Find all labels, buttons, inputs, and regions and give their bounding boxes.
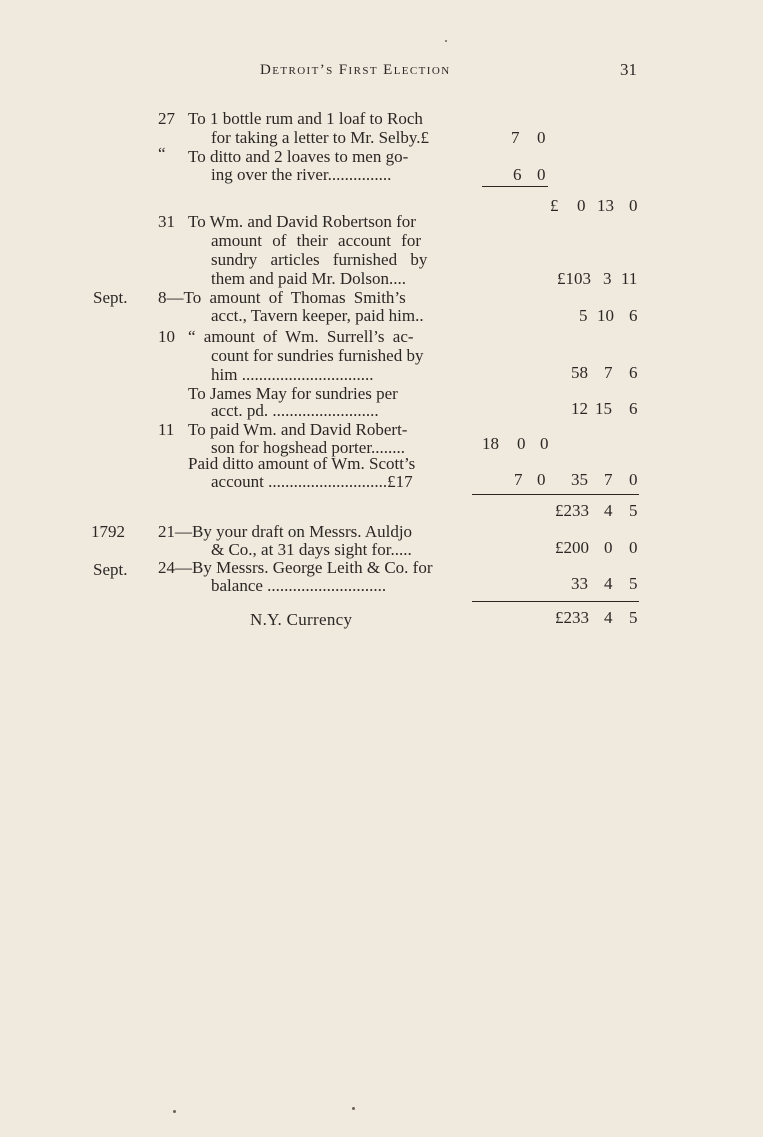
entry-day: 10 bbox=[158, 327, 175, 346]
amount-pounds: £200 bbox=[555, 538, 589, 557]
amount-pounds: 35 bbox=[571, 470, 588, 489]
entry-text: 24—By Messrs. George Leith & Co. for bbox=[158, 558, 433, 577]
amount-shillings: 4 bbox=[604, 574, 613, 593]
amount-pence: 6 bbox=[629, 363, 638, 382]
entry-text: To paid Wm. and David Robert- bbox=[188, 420, 408, 439]
entry-text: for taking a letter to Mr. Selby.£ bbox=[211, 128, 429, 147]
entry-text: him ............................... bbox=[211, 365, 374, 384]
entry-text: 8—To amount of Thomas Smith’s bbox=[158, 288, 406, 307]
entry-month: Sept. bbox=[93, 288, 128, 307]
inner-amount-shillings: 7 bbox=[511, 128, 520, 147]
paper-speck bbox=[445, 40, 447, 42]
entry-text: To James May for sundries per bbox=[188, 384, 398, 403]
final-total-shillings: 4 bbox=[604, 608, 613, 627]
inner-amount-pence: 0 bbox=[537, 165, 546, 184]
amount-pounds: 12 bbox=[571, 399, 588, 418]
entry-text: & Co., at 31 days sight for..... bbox=[211, 540, 412, 559]
entry-day: 11 bbox=[158, 420, 175, 439]
inner-amount-pence: 0 bbox=[537, 128, 546, 147]
subtotal-pounds: 0 bbox=[577, 196, 586, 215]
final-total-pounds: £233 bbox=[555, 608, 589, 627]
entry-text: count for sundries furnished by bbox=[211, 346, 424, 365]
paper-speck bbox=[352, 1107, 355, 1110]
entry-text: account ............................£17 bbox=[211, 472, 413, 491]
amount-shillings: 7 bbox=[604, 470, 613, 489]
total-rule bbox=[472, 494, 639, 495]
entry-text: sundry articles furnished by bbox=[211, 250, 428, 269]
entry-text: To ditto and 2 loaves to men go- bbox=[188, 147, 409, 166]
subtotal-pound-sign: £ bbox=[550, 196, 559, 215]
amount-pounds: 58 bbox=[571, 363, 588, 382]
amount-shillings: 10 bbox=[597, 306, 614, 325]
entry-year: 1792 bbox=[91, 522, 125, 541]
entry-month: Sept. bbox=[93, 560, 128, 579]
total-pence: 5 bbox=[629, 501, 638, 520]
page-number: 31 bbox=[620, 60, 637, 79]
entry-text: amount of their account for bbox=[211, 231, 421, 250]
entry-text: Paid ditto amount of Wm. Scott’s bbox=[188, 454, 416, 473]
entry-text: balance ............................ bbox=[211, 576, 387, 595]
amount-pence: 0 bbox=[629, 470, 638, 489]
inner-amount-shillings: 6 bbox=[513, 165, 522, 184]
amount-shillings: 7 bbox=[604, 363, 613, 382]
inner-amount-shillings: 0 bbox=[517, 434, 526, 453]
inner-amount-pence: 0 bbox=[537, 470, 546, 489]
entry-day: 31 bbox=[158, 212, 175, 231]
running-title: Detroit’s First Election bbox=[260, 62, 451, 78]
entry-text: To 1 bottle rum and 1 loaf to Roch bbox=[188, 109, 423, 128]
amount-pence: 6 bbox=[629, 306, 638, 325]
currency-label: N.Y. Currency bbox=[250, 610, 353, 629]
entry-text: 21—By your draft on Messrs. Auldjo bbox=[158, 522, 413, 541]
total-shillings: 4 bbox=[604, 501, 613, 520]
amount-pence: 5 bbox=[629, 574, 638, 593]
inner-amount-shillings: 7 bbox=[514, 470, 523, 489]
entry-text: ing over the river............... bbox=[211, 165, 392, 184]
amount-shillings: 0 bbox=[604, 538, 613, 557]
subtotal-pence: 0 bbox=[629, 196, 638, 215]
entry-text: To Wm. and David Robertson for bbox=[188, 212, 416, 231]
entry-text: acct., Tavern keeper, paid him.. bbox=[211, 306, 424, 325]
final-rule bbox=[472, 601, 639, 602]
ditto-mark: “ bbox=[158, 144, 166, 163]
entry-text: son for hogshead porter........ bbox=[211, 438, 406, 457]
subtotal-rule bbox=[482, 186, 548, 187]
entry-text: “ amount of Wm. Surrell’s ac- bbox=[188, 327, 414, 346]
amount-pence: 0 bbox=[629, 538, 638, 557]
inner-amount-pounds: 18 bbox=[482, 434, 499, 453]
amount-pence: 11 bbox=[621, 269, 638, 288]
entry-day: 27 bbox=[158, 109, 175, 128]
amount-shillings: 15 bbox=[595, 399, 612, 418]
amount-pounds: 33 bbox=[571, 574, 588, 593]
amount-pence: 6 bbox=[629, 399, 638, 418]
final-total-pence: 5 bbox=[629, 608, 638, 627]
amount-pounds: £103 bbox=[557, 269, 591, 288]
entry-text: acct. pd. ......................... bbox=[211, 401, 379, 420]
amount-pounds: 5 bbox=[579, 306, 588, 325]
entry-text: them and paid Mr. Dolson.... bbox=[211, 269, 407, 288]
total-pounds: £233 bbox=[555, 501, 589, 520]
paper-speck bbox=[173, 1110, 176, 1113]
amount-shillings: 3 bbox=[603, 269, 612, 288]
inner-amount-pence: 0 bbox=[540, 434, 549, 453]
subtotal-shillings: 13 bbox=[597, 196, 614, 215]
